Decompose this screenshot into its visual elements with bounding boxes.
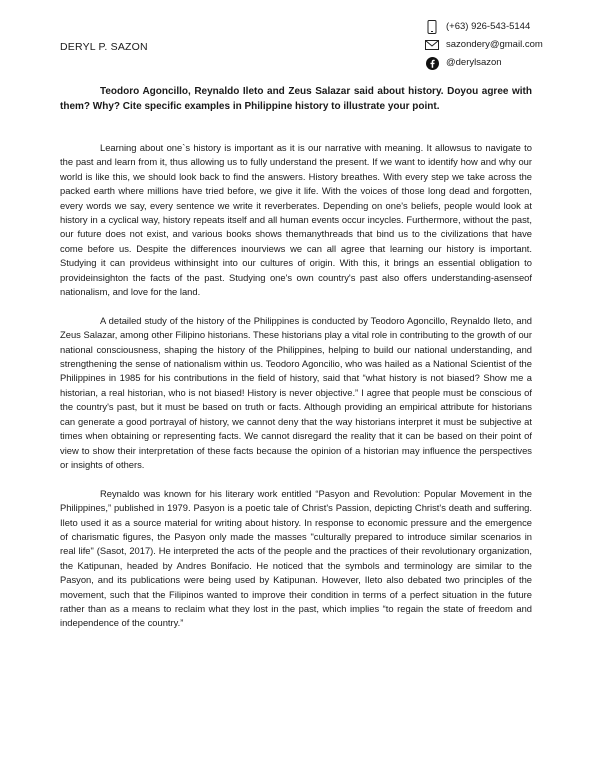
essay-question: Teodoro Agoncillo, Reynaldo Ileto and Zeus Salazar said about history. Doyou agree with them? Why? Cite specific examples in Philippine history to illustrate your point. [60,86,532,112]
mail-icon [424,38,440,52]
paragraph-1: Learning about one`s history is important as it is our narrative with meaning. It allowsus to navigate to the past and learn from it, thus allowing us to fully understand the present. If we want to identify how and why our world is like this, we should look back to find the answers. History breathes. With every step we take across the packed earth where millions have tried before, we give it life. With the voices of those long dead and forgotten, every words we say, every sentence we write it reverberates. Depending on one's beliefs, people would look at history in a cyclical way, history repeats itself and all human events occur incycles. Furthermore, without the past, our future does not exist, and various books shows themanythreads that bind us to the civilizations that have come before us. Despite the differences inourviews we can all agree that learning our history is important. Studying it can provideus withinsight into our cultures of origin. With this, it brings an essential obligation to provideinsighton the facts of the past. Studying one's own country's past also offers understanding-asenseof nationalism, and love for the land. [60,142,532,298]
essay-body [60,141,532,645]
facebook-icon [424,56,440,70]
phone-number: (+63) 926-543-5144 [446,21,531,32]
facebook-handle: @derylsazon [446,57,502,68]
email-address: sazondery@gmail.com [446,39,543,50]
email-row [424,36,543,54]
facebook-row [424,54,543,72]
contact-block [424,18,543,72]
paragraph-2: A detailed study of the history of the Philippines is conducted by Teodoro Agoncillo, Reynaldo Ileto, and Zeus Salazar, among other Filipino historians. These historians play a vital role in contributing to the growth of our national consciousness, shaping the history of the Philippines, helping to build our national understanding, and strengthening the sense of nationalism within us. Teodoro Agoncilio, who was hailed as a National Scientist of the Philippines in 1985 for his contributions in the field of history, said that “what history is not biased? Show me a historian, a real historian, who is not biased! History is never objective.” I agree that people must be conscious of the country's past, but it must be based on truth or facts. Although providing an empirical attribute for historians can generate a good portrayal of history, we cannot deny that the way historians interpret it must be subjective at times when obtaining or representing facts. We cannot disregard the reality that it can be based on their point of view to show their interpretation of these facts because the opinion of a historian may influence the perspectives or insights of others. [60,314,532,470]
paragraph-3: Reynaldo was known for his literary work entitled “Pasyon and Revolution: Popular Movement in the Philippines,” published in 1979. Pasyon is a poetic tale of Christ's Passion, depicting Christ's death and suffering. Ileto used it as a source material for writing about history. In response to economic pressure and the emergence of charismatic figures, the Pasyon only made the masses "culturally prepared to introduce similar scenarios in real life" (Sasot, 2017). He interpreted the acts of the people and the practices of their revolutionary organization, the Katipunan, headed by Andres Bonifacio. He noticed that the symbols and terminology are similar to the Pasyon, and its publications were being used by Katipunan. However, Ileto also debated two principles of the movement, such that the Filipinos wanted to improve their condition in terms of a perfect situation in the future rather than as a means to reclaim what they lost in the past, which implies “to regain the state of freedom and independence of the country.” [60,487,532,629]
author-name: DERYL P. SAZON [60,41,148,53]
phone-row [424,18,543,36]
phone-icon [424,20,440,34]
